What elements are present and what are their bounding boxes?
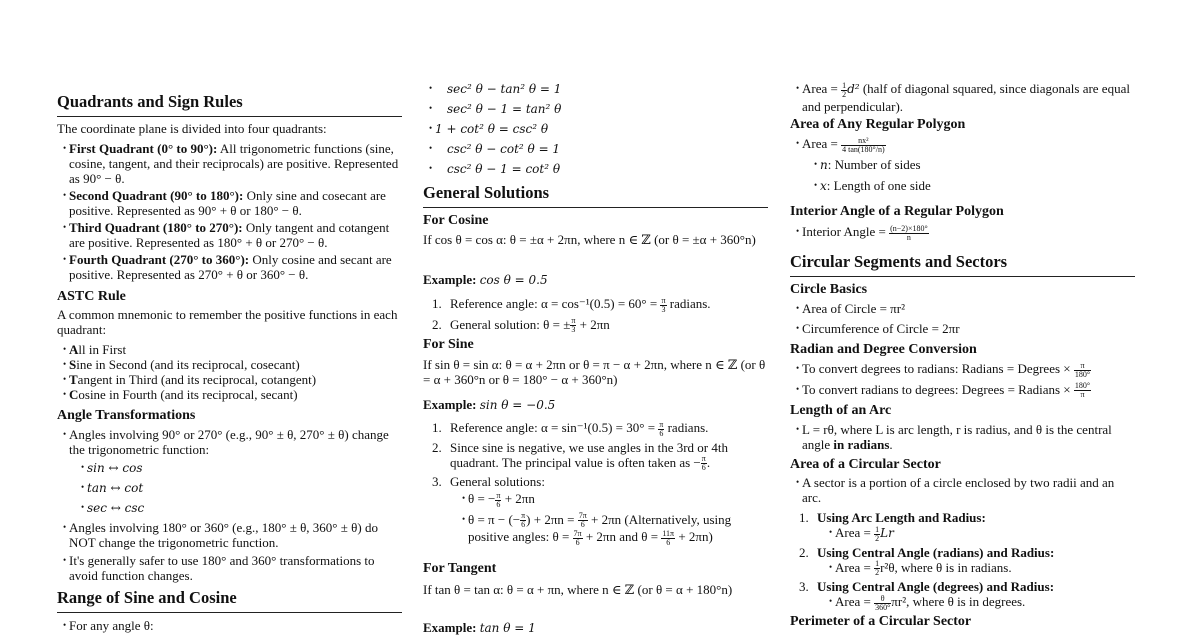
sector-method-2: 2. Using Central Angle (radians) and Radius: • Area = $\frac{1}{2}$ r²θ, where θ is in radians. <box>790 545 1135 578</box>
quadrant-item-3: • Third Quadrant (180° to 270°): Only tangent and cotangent are positive. Represented as 180° + θ or 270° − θ. <box>57 220 402 250</box>
sine-step-3: 3. General solutions: • θ = − $\frac{\pi}{6}$ + 2πn • θ = π − (− $\frac{\pi}{6}$ ) + 2πn = $\frac{7\pi}{6}$ + 2πn (Alternatively, using positive angles: θ = $\frac{7\pi}{6}$ + 2πn and θ = $\frac{11\pi}{6}$ + 2πn) <box>423 474 768 547</box>
sector-intro: • A sector is a portion of a circle enclosed by two radii and an arc. <box>790 475 1135 505</box>
radian-list <box>790 361 1135 399</box>
cosine-steps <box>423 296 768 334</box>
angle-item-2: • Angles involving 180° or 360° (e.g., 180° ± θ, 360° ± θ) do NOT change the trigonometric function. <box>57 520 402 550</box>
rad-to-deg: • To convert radians to degrees: Degrees = Radians × $\frac{180^\circ}{\pi}$ <box>790 382 1135 400</box>
sector-formula: • Area = $\frac{\theta}{360^\circ}$ πr², where θ is in degrees. <box>817 594 1135 612</box>
sector-formula: • Area = $\frac{1}{2}$ r²θ, where θ is in radians. <box>817 560 1135 578</box>
astc-item: • Tangent in Third (and its reciprocal, cotangent) <box>57 372 402 387</box>
interior-angle-heading: Interior Angle of a Regular Polygon <box>790 204 1004 219</box>
sine-heading: For Sine <box>423 337 474 352</box>
angle-item-3: • It's generally safer to use 180° and 360° transformations to avoid function changes. <box>57 553 402 583</box>
tangent-rule: If tan θ = tan α: θ = α + πn, where n ∈ ℤ (or θ = α + 180°n) <box>423 582 733 597</box>
interior-angle-formula: • Interior Angle = $\frac{(n-2)\times 180^\circ}{n}$ <box>790 224 1135 242</box>
polygon-area-heading: Area of Any Regular Polygon <box>790 117 966 132</box>
identity-item: • 1 + cot² θ = csc² θ <box>423 121 768 137</box>
astc-intro: A common mnemonic to remember the positive functions in each quadrant: <box>57 307 398 337</box>
sector-area-heading: Area of a Circular Sector <box>790 457 941 472</box>
sine-solution-2: • θ = π − (− $\frac{\pi}{6}$ ) + 2πn = $\frac{7\pi}{6}$ + 2πn (Alternatively, using positive angles: θ = $\frac{7\pi}{6}$ + 2πn and θ = $\frac{11\pi}{6}$ + 2πn) <box>450 512 768 547</box>
sector-method-2-formula <box>817 560 1135 578</box>
identity-item: • sec² θ − 1 = tan² θ <box>423 101 768 117</box>
quadrant-list <box>57 141 402 282</box>
astc-item: • All in First <box>57 342 402 357</box>
polygon-area-list <box>790 136 1135 194</box>
tangent-example: Example: tan θ = 1 <box>423 620 536 635</box>
sector-method-3-formula <box>817 594 1135 612</box>
astc-item: • Cosine in Fourth (and its reciprocal, secant) <box>57 387 402 402</box>
polygon-area-formula: • Area = $\frac{\text{nx²}}{4 \tan(180^\circ/n)}$ • n: Number of sides • x: Length of one side <box>790 136 1135 194</box>
sector-formula: • Area = $\frac{1}{2}$ Lr <box>817 525 1135 543</box>
sector-method-3: 3. Using Central Angle (degrees) and Radius: • Area = $\frac{\theta}{360^\circ}$ πr², where θ is in degrees. <box>790 579 1135 612</box>
cosine-heading: For Cosine <box>423 213 489 228</box>
angle-transform-heading: Angle Transformations <box>57 408 196 423</box>
astc-heading: ASTC Rule <box>57 289 126 304</box>
deg-to-rad: • To convert degrees to radians: Radians = Degrees × $\frac{\pi}{180^\circ}$ <box>790 361 1135 379</box>
arc-length-formula: • L = rθ, where L is arc length, r is radius, and θ is the central angle in radians. <box>790 422 1135 452</box>
identity-item: • csc² θ − cot² θ = 1 <box>423 141 768 157</box>
astc-item: • Sine in Second (and its reciprocal, cosecant) <box>57 357 402 372</box>
sine-steps <box>423 420 768 547</box>
cosine-rule: If cos θ = cos α: θ = ±α + 2πn, where n ∈ ℤ (or θ = ±α + 360°n) <box>423 232 756 247</box>
cosine-step-1: 1. Reference angle: α = cos⁻¹(0.5) = 60° = $\frac{\pi}{3}$ radians. <box>423 296 768 314</box>
sector-intro-list <box>790 475 1135 505</box>
arc-length-heading: Length of an Arc <box>790 403 892 418</box>
quadrants-intro: The coordinate plane is divided into four quadrants: <box>57 121 327 136</box>
quadrants-heading: Quadrants and Sign Rules <box>57 92 402 117</box>
sine-step-2: 2. Since sine is negative, we use angles in the 3rd or 4th quadrant. The principal value is often taken as − $\frac{\pi}{6}$ . <box>423 440 768 473</box>
polygon-var-x: • x: Length of one side <box>802 178 1135 194</box>
arc-length-list <box>790 422 1135 452</box>
quadrant-item-1: • First Quadrant (0° to 90°): All trigonometric functions (sine, cosine, tangent, and their reciprocals) are positive. Represented as 90° − θ. <box>57 141 402 186</box>
circle-area: • Area of Circle = πr² <box>790 301 1135 316</box>
circular-heading: Circular Segments and Sectors <box>790 252 1135 277</box>
sine-example: Example: sin θ = −0.5 <box>423 397 556 412</box>
sine-step-1: 1. Reference angle: α = sin⁻¹(0.5) = 30° = $\frac{\pi}{6}$ radians. <box>423 420 768 438</box>
tangent-heading: For Tangent <box>423 561 497 576</box>
quadrant-item-2: • Second Quadrant (90° to 180°): Only sine and cosecant are positive. Represented as 90° + θ or 180° − θ. <box>57 188 402 218</box>
quadrant-item-4: • Fourth Quadrant (270° to 360°): Only cosine and secant are positive. Represented as 270° + θ or 360° − θ. <box>57 252 402 282</box>
sector-method-1: 1. Using Arc Length and Radius: • Area = $\frac{1}{2}$ Lr <box>790 510 1135 543</box>
circle-basics-heading: Circle Basics <box>790 282 868 297</box>
cosine-step-2: 2. General solution: θ = ± $\frac{\pi}{3}$ + 2πn <box>423 317 768 335</box>
polygon-var-n: • n: Number of sides <box>802 157 1135 173</box>
angle-transform-list <box>57 427 402 583</box>
sector-method-1-formula <box>817 525 1135 543</box>
sine-rule: If sin θ = sin α: θ = α + 2πn or θ = π − α + 2πn, where n ∈ ℤ (or θ = α + 360°n or θ = 180° − α + 360°n) <box>423 357 766 387</box>
interior-angle-list <box>790 224 1135 242</box>
range-item-1: • For any angle θ: <box>57 618 402 633</box>
radian-heading: Radian and Degree Conversion <box>790 342 977 357</box>
swap-item: • sin ↔ cos <box>69 460 402 476</box>
swap-item: • sec ↔ csc <box>69 500 402 516</box>
rhombus-area-item: • Area = $\frac{1}{2}$ d² (half of diagonal squared, since diagonals are equal and perpendicular). <box>790 81 1135 114</box>
cosine-example: Example: cos θ = 0.5 <box>423 272 548 287</box>
sine-solution-1: • θ = − $\frac{\pi}{6}$ + 2πn <box>450 491 768 509</box>
swap-list <box>69 460 402 516</box>
sector-methods <box>790 510 1135 612</box>
rhombus-area-list <box>790 81 1135 114</box>
angle-item-1: • Angles involving 90° or 270° (e.g., 90° ± θ, 270° ± θ) change the trigonometric function: • sin ↔ cos • tan ↔ cot • sec ↔ csc <box>57 427 402 516</box>
general-solutions-heading: General Solutions <box>423 183 768 208</box>
circle-basics-list <box>790 301 1135 336</box>
identity-item: • sec² θ − tan² θ = 1 <box>423 81 768 97</box>
identity-item: • csc² θ − 1 = cot² θ <box>423 161 768 177</box>
polygon-vars <box>802 157 1135 194</box>
circle-circumference: • Circumference of Circle = 2πr <box>790 321 1135 336</box>
identity-list <box>423 81 768 177</box>
swap-item: • tan ↔ cot <box>69 480 402 496</box>
sine-solutions <box>450 491 768 547</box>
sector-perimeter-heading: Perimeter of a Circular Sector <box>790 614 972 629</box>
astc-list <box>57 342 402 402</box>
range-heading: Range of Sine and Cosine <box>57 588 402 613</box>
